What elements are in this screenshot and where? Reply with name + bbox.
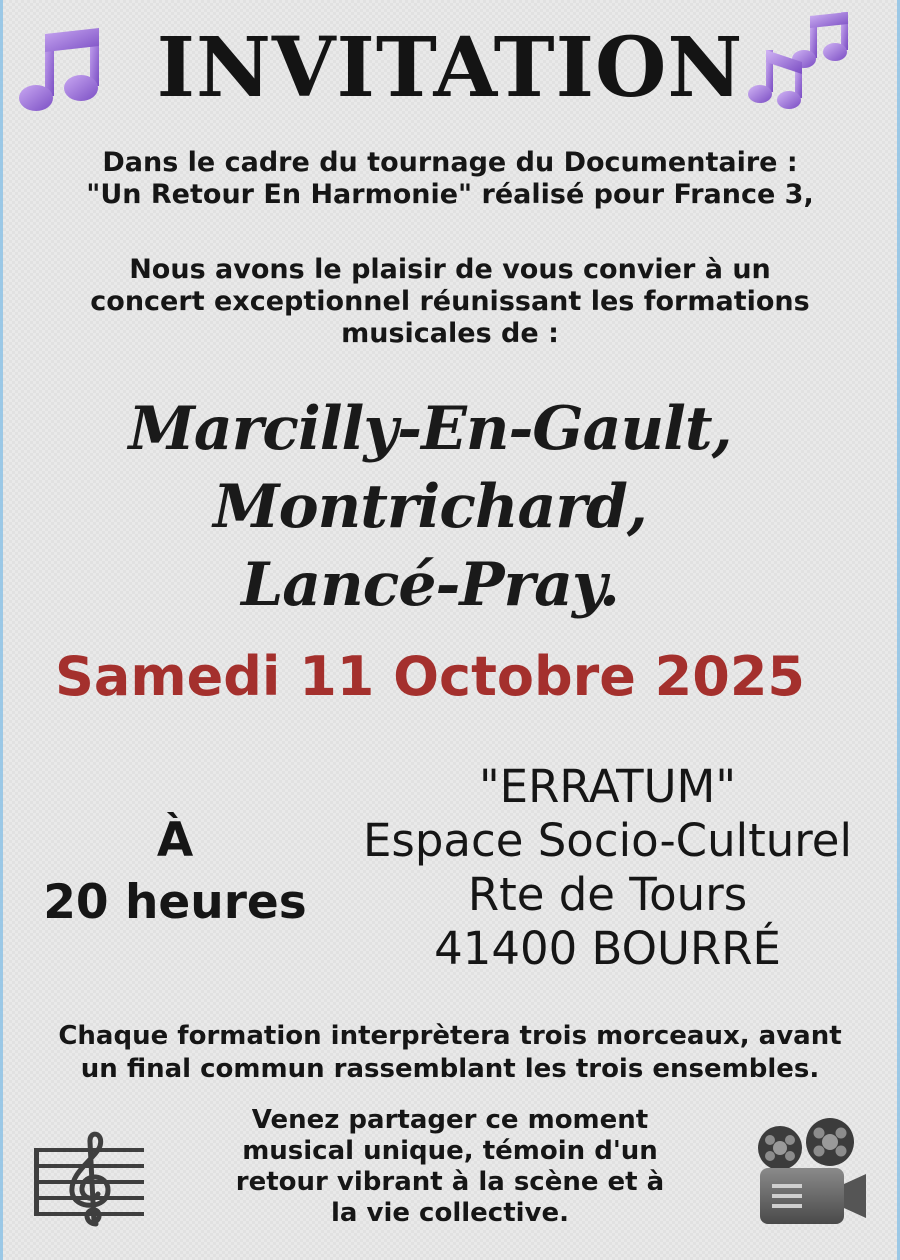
closing-invitation (180, 1105, 720, 1229)
poster-title: INVITATION (156, 20, 744, 116)
invitation-text (0, 254, 900, 350)
town-name: Montrichard, (213, 472, 647, 542)
treble-clef-staff-icon (34, 1128, 146, 1232)
closing-line: musical unique, témoin d'un (242, 1136, 658, 1166)
event-time (20, 810, 330, 934)
invite-line: Nous avons le plaisir de vous convier à un (129, 254, 771, 285)
venue-line: Espace Socio-Culturel (362, 814, 852, 867)
intro-text (0, 147, 900, 211)
closing-line: Venez partager ce moment (251, 1105, 649, 1135)
venue-line: Rte de Tours (467, 868, 748, 921)
town-list (0, 390, 860, 624)
movie-camera-icon (752, 1118, 868, 1234)
venue-line: 41400 BOURRÉ (434, 922, 781, 975)
invite-line: concert exceptionnel réunissant les formations (90, 286, 810, 317)
invite-line: musicales de : (341, 318, 559, 349)
closing-line: retour vibrant à la scène et à (235, 1167, 665, 1197)
event-date: Samedi 11 Octobre 2025 (55, 645, 805, 708)
closing-line: Chaque formation interprètera trois morceaux, avant (58, 1021, 842, 1051)
town-name: Lancé-Pray. (241, 550, 619, 620)
program-description (0, 1020, 900, 1086)
event-venue (335, 760, 880, 976)
musical-notes-icon (748, 12, 853, 116)
venue-line: "ERRATUM" (478, 760, 737, 813)
intro-line: Dans le cadre du tournage du Documentaire : (102, 147, 798, 178)
town-name: Marcilly-En-Gault, (128, 394, 732, 464)
intro-line: "Un Retour En Harmonie" réalisé pour France 3, (86, 179, 814, 210)
time-line: 20 heures (43, 875, 307, 930)
closing-line: un final commun rassemblant les trois ensembles. (80, 1054, 820, 1084)
closing-line: la vie collective. (331, 1198, 569, 1228)
time-line: À (156, 813, 194, 868)
